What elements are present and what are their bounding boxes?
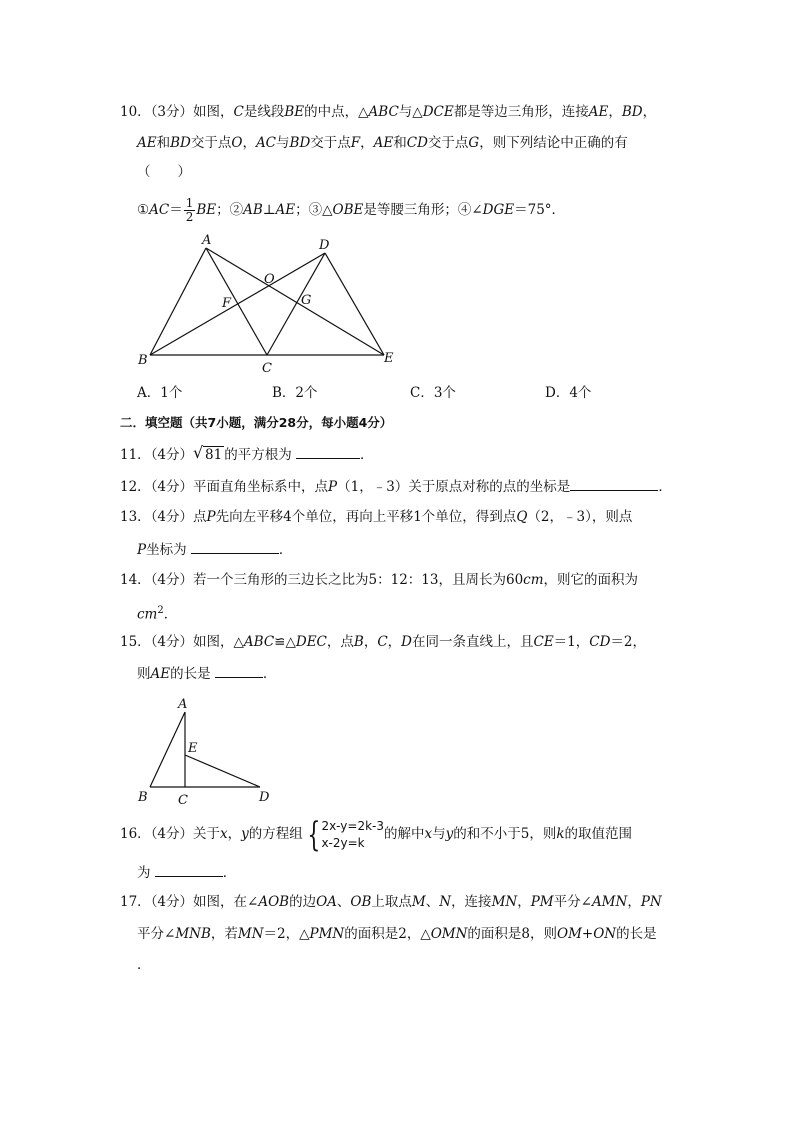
- q10-option-b[interactable]: B．2个: [272, 385, 318, 401]
- q17-line-2: 平分∠MNB，若MN＝2，△PMN的面积是2，△OMN的面积是8，则OM+ON的长是: [137, 926, 657, 942]
- label-C: C: [178, 793, 188, 808]
- q17-line-1: 17．（4分）如图，在∠AOB的边OA、OB上取点M、N，连接MN，PM平分∠AMN，PN: [120, 894, 662, 910]
- q10-answer-paren: （ ）: [137, 164, 191, 180]
- label-A: A: [202, 233, 212, 248]
- label-E: E: [384, 351, 394, 366]
- label-B: B: [138, 790, 148, 805]
- q15-line-1: 15．（4分）如图，△ABC≌△DEC，点B，C，D在同一条直线上，且CE＝1，CD＝2，: [120, 634, 647, 650]
- q17-answer-end: ．: [137, 957, 151, 973]
- label-E: E: [188, 741, 198, 756]
- label-B: B: [138, 353, 148, 368]
- q10-option-c[interactable]: C．3个: [410, 385, 456, 401]
- fraction-one-half: $\frac{1}{2}$: [185, 196, 194, 224]
- label-C: C: [262, 361, 272, 376]
- q10-line-2: AE和BD交于点O，AC与BD交于点F，AE和CD交于点G，则下列结论中正确的有: [137, 135, 628, 151]
- sqrt-81: √ 81: [193, 443, 223, 463]
- label-G: G: [301, 293, 312, 308]
- q12: 12．（4分）平面直角坐标系中，点P（1，﹣3）关于原点对称的点的坐标是 ．: [120, 476, 672, 497]
- label-O: O: [264, 272, 275, 287]
- q16-answer-blank[interactable]: [155, 862, 223, 877]
- label-F: F: [222, 296, 232, 311]
- q15-answer-blank[interactable]: [215, 663, 263, 678]
- q10-option-d[interactable]: D．4个: [545, 385, 592, 401]
- label-D: D: [319, 238, 330, 253]
- q14-line-2: $cm^2$．: [137, 605, 178, 623]
- q15-figure: [135, 690, 275, 810]
- q16-line-1: 16．（4分）关于x，y的方程组 { 2x-y=2k-3 x-2y=k 的解中x与y的和不小于5，则k的取值范围: [120, 814, 633, 855]
- q13-line-1: 13．（4分）点P先向左平移4个单位，再向上平移1个单位，得到点Q（2，﹣3），则点: [120, 509, 633, 525]
- system-brace: {: [307, 814, 321, 855]
- q12-answer-blank[interactable]: [570, 476, 658, 491]
- q16-line-2: 为 ．: [137, 862, 236, 883]
- q11-answer-blank[interactable]: [296, 444, 360, 459]
- label-A: A: [178, 697, 188, 712]
- section-2-heading: 二．填空题（共7小题，满分28分，每小题4分）: [120, 415, 393, 430]
- q13-line-2: P坐标为 ．: [137, 539, 292, 560]
- q10-statements: ①AC＝ $\frac{1}{2}$ BE；②AB⊥AE；③△OBE是等腰三角形；④∠DGE＝75°．: [137, 196, 566, 224]
- q13-answer-blank[interactable]: [191, 539, 279, 554]
- q10-option-a[interactable]: A．1个: [137, 385, 183, 401]
- q10-line-1: 10．（3分）如图，C是线段BE的中点，△ABC与△DCE都是等边三角形，连接AE，BD，: [120, 104, 657, 120]
- q10-figure: [130, 228, 410, 378]
- q15-line-2: 则AE的长是 ．: [137, 663, 276, 684]
- q14-line-1: 14．（4分）若一个三角形的三边长之比为5：12：13，且周长为60cm，则它的面积为: [120, 572, 639, 588]
- label-D: D: [259, 790, 270, 805]
- equation-system: 2x-y=2k-3 x-2y=k: [321, 818, 384, 850]
- q11: 11．（4分） √ 81 的平方根为 ．: [120, 443, 374, 463]
